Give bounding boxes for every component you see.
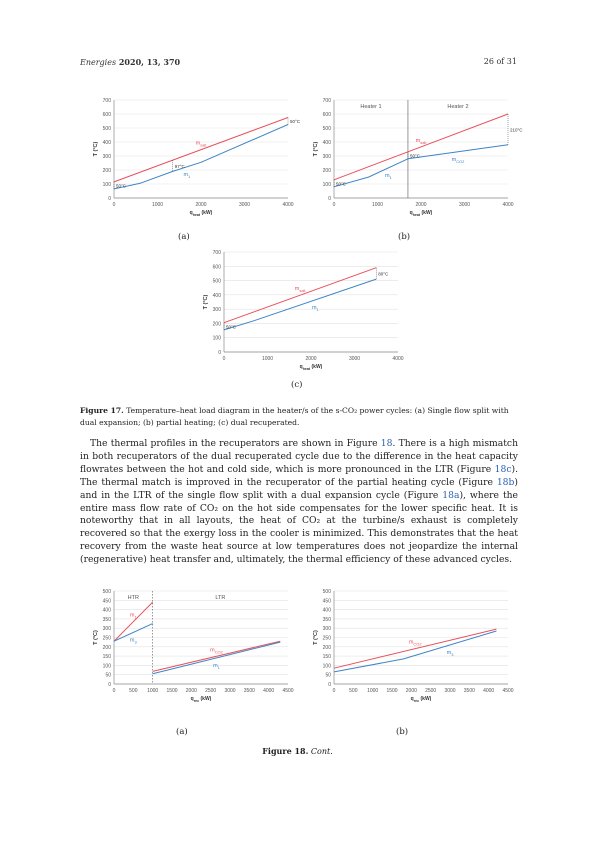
- series-line: [334, 629, 496, 668]
- xtick-label: 0: [332, 688, 336, 694]
- xtick-label: 4500: [282, 688, 294, 694]
- xtick-label: 500: [129, 688, 138, 694]
- xtick-label: 3000: [444, 688, 456, 694]
- ytick-label: 600: [102, 112, 111, 118]
- ytick-label: 500: [322, 589, 331, 595]
- series-label: $m_1$: [213, 662, 220, 670]
- ytick-label: 300: [322, 154, 331, 160]
- ytick-label: 250: [322, 635, 331, 642]
- ytick-label: 500: [212, 278, 221, 285]
- x-axis-label: $q_{rec}$ (kW): [190, 696, 212, 703]
- ytick-label: 0: [218, 350, 221, 356]
- xtick-label: 3000: [224, 688, 236, 694]
- xtick-label: 3500: [243, 688, 255, 694]
- series-label: $m_{CO2}$: [408, 639, 422, 647]
- ytick-label: 700: [212, 250, 221, 256]
- fig17c-label: (c): [291, 380, 303, 390]
- xtick-label: 3000: [348, 356, 361, 362]
- ytick-label: 500: [102, 589, 111, 595]
- delta-label: 50°C: [116, 183, 127, 189]
- xtick-label: 0: [112, 202, 116, 208]
- xtick-label: 1000: [151, 202, 164, 208]
- xtick-label: 2500: [425, 688, 437, 694]
- x-axis-label: $q_{heat}$ (kW): [409, 210, 433, 217]
- ytick-label: 350: [102, 616, 111, 623]
- region-label: LTR: [215, 595, 226, 601]
- xtick-label: 1000: [371, 202, 384, 208]
- ytick-label: 300: [102, 626, 111, 633]
- xtick-label: 2000: [415, 202, 427, 208]
- delta-label: 50°C: [290, 119, 301, 124]
- y-axis-label: T (°C): [93, 630, 99, 645]
- fig18b-label: (b): [396, 727, 409, 737]
- ytick-label: 400: [212, 292, 221, 299]
- body-paragraph: The thermal profiles in the recuperators are shown in Figure 18. There is a high mismatch in both recuperators of the dual recuperated cycle due to the difference in the heat capacity flowrates between the hot and cold side, which is more pronounced in the LTR (Figure 18c). The thermal match is improved in the recuperator of the partial heating cycle (Figure 18b) and in the LTR of the single flow split with a dual expansion cycle (Figure 18a), where the entire mass flow rate of CO₂ on the hot side compensates for the lower specific heat. It is noteworthy that in all layouts, the heat of CO₂ at the turbine/s exhaust is completely recovered so that the exergy loss in the cooler is minimized. This demonstrates that the heat recovery from the waste heat source at low temperatures does not jeopardize the internal (regenerative) heat transfer and, ultimately, the thermal efficiency of these advanced cycles.: [80, 438, 518, 566]
- figure-ref[interactable]: 18c: [494, 463, 512, 475]
- series-label: $m_{CO2}$: [210, 647, 223, 655]
- ytick-label: 400: [102, 140, 111, 146]
- ytick-label: 300: [322, 626, 331, 633]
- xtick-label: 2000: [305, 356, 317, 362]
- x-axis-label: $q_{heat}$ (kW): [189, 210, 213, 217]
- series-label: $m_1$: [129, 612, 137, 620]
- ytick-label: 400: [322, 140, 331, 146]
- series-line: [114, 602, 153, 641]
- xtick-label: 4000: [282, 202, 294, 208]
- xtick-label: 4000: [263, 688, 275, 694]
- ytick-label: 700: [322, 98, 331, 104]
- fig17a-chart: [88, 92, 301, 222]
- series-label: $m_3$: [446, 649, 454, 657]
- journal-citation: Energies 2020, 13, 370: [80, 57, 181, 67]
- xtick-label: 3500: [463, 688, 475, 694]
- series-label: $m_{salt}$: [415, 137, 427, 145]
- page-number: 26 of 31: [483, 57, 517, 66]
- xtick-label: 1500: [166, 688, 178, 694]
- xtick-label: 0: [332, 202, 336, 208]
- ytick-label: 100: [322, 182, 331, 188]
- region-label: HTR: [127, 595, 139, 601]
- ytick-label: 500: [102, 126, 111, 132]
- series-line: [224, 268, 376, 323]
- series-label: $m_{salt}$: [294, 286, 306, 294]
- ytick-label: 0: [108, 196, 111, 202]
- series-label: $m_1$: [384, 172, 392, 180]
- fig17a-label: (a): [178, 232, 190, 242]
- ytick-label: 400: [102, 607, 111, 614]
- series-line: [408, 145, 508, 159]
- series-label: $m_1$: [311, 304, 319, 312]
- delta-label: 80°C: [378, 271, 389, 277]
- ytick-label: 700: [102, 98, 111, 104]
- series-label: $m_3$: [129, 637, 137, 645]
- xtick-label: 3000: [458, 202, 471, 208]
- ytick-label: 100: [212, 335, 221, 342]
- ytick-label: 0: [328, 682, 331, 688]
- ytick-label: 200: [322, 644, 331, 651]
- ytick-label: 400: [322, 607, 331, 614]
- x-axis-label: $q_{heat}$ (kW): [299, 364, 323, 371]
- xtick-label: 1500: [386, 688, 398, 694]
- delta-label: 50°C: [226, 324, 237, 330]
- series-line: [114, 125, 288, 189]
- ytick-label: 450: [322, 598, 331, 605]
- y-axis-label: T (°C): [203, 294, 209, 310]
- figure-ref[interactable]: 18a: [442, 489, 460, 501]
- xtick-label: 1000: [147, 688, 159, 694]
- ytick-label: 100: [102, 663, 111, 670]
- series-label: $m_1$: [183, 171, 191, 179]
- ytick-label: 350: [322, 616, 331, 623]
- fig17b-chart: [308, 92, 523, 222]
- xtick-label: 1000: [367, 688, 379, 694]
- xtick-label: 1000: [261, 356, 274, 362]
- fig18b-chart: [308, 583, 518, 708]
- xtick-label: 2000: [195, 202, 207, 208]
- ytick-label: 50: [325, 672, 331, 679]
- ytick-label: 200: [102, 168, 111, 174]
- xtick-label: 4000: [502, 202, 514, 208]
- ytick-label: 600: [322, 112, 331, 118]
- delta-label: 50°C: [336, 181, 347, 187]
- delta-label: 50°C: [409, 153, 421, 159]
- fig17b-label: (b): [398, 232, 411, 242]
- ytick-label: 450: [102, 598, 111, 605]
- ytick-label: 300: [212, 307, 221, 314]
- xtick-label: 3000: [238, 202, 251, 208]
- ytick-label: 200: [322, 168, 331, 174]
- xtick-label: 2500: [205, 688, 217, 694]
- figure-ref[interactable]: 18b: [496, 476, 515, 488]
- xtick-label: 4500: [502, 688, 514, 694]
- figure17-caption: Figure 17. Temperature–heat load diagram in the heater/s of the s-CO₂ power cycles: (a) Single flow split with dual expansion; (b) partial heating; (c) dual recuperated.: [80, 406, 509, 427]
- ytick-label: 500: [322, 126, 331, 132]
- y-axis-label: T (°C): [93, 141, 99, 157]
- region-label: Heater 1: [360, 104, 382, 110]
- figure18-caption: Figure 18. Cont.: [262, 746, 333, 756]
- xtick-label: 4000: [483, 688, 495, 694]
- ytick-label: 200: [212, 321, 221, 328]
- xtick-label: 2000: [185, 688, 197, 694]
- ytick-label: 300: [102, 154, 111, 160]
- xtick-label: 0: [112, 688, 116, 694]
- ytick-label: 150: [322, 654, 331, 661]
- x-axis-label: $q_{rec}$ (kW): [410, 696, 432, 703]
- series-line: [334, 631, 496, 672]
- series-label: $m_{CO2}$: [451, 156, 465, 164]
- y-axis-label: T (°C): [313, 141, 319, 157]
- xtick-label: 4000: [392, 356, 404, 362]
- region-label: Heater 2: [447, 104, 469, 110]
- xtick-label: 500: [349, 688, 358, 694]
- xtick-label: 0: [222, 356, 226, 362]
- delta-label: 97°C: [174, 163, 185, 169]
- xtick-label: 2000: [405, 688, 417, 694]
- series-line: [114, 118, 288, 182]
- ytick-label: 250: [102, 635, 111, 642]
- ytick-label: 50: [105, 672, 111, 679]
- fig17c-chart: [198, 244, 408, 376]
- delta-label: 210°C: [510, 127, 523, 133]
- series-label: $m_{salt}$: [195, 140, 207, 148]
- ytick-label: 100: [322, 663, 331, 670]
- ytick-label: 100: [102, 182, 111, 188]
- fig18a-label: (a): [176, 727, 188, 737]
- series-line: [224, 279, 376, 330]
- fig18a-chart: [88, 583, 298, 708]
- ytick-label: 600: [212, 264, 221, 271]
- ytick-label: 0: [328, 196, 331, 202]
- y-axis-label: T (°C): [313, 630, 319, 645]
- figure-ref[interactable]: 18: [380, 438, 393, 449]
- ytick-label: 150: [102, 654, 111, 661]
- ytick-label: 0: [108, 682, 111, 688]
- ytick-label: 200: [102, 644, 111, 651]
